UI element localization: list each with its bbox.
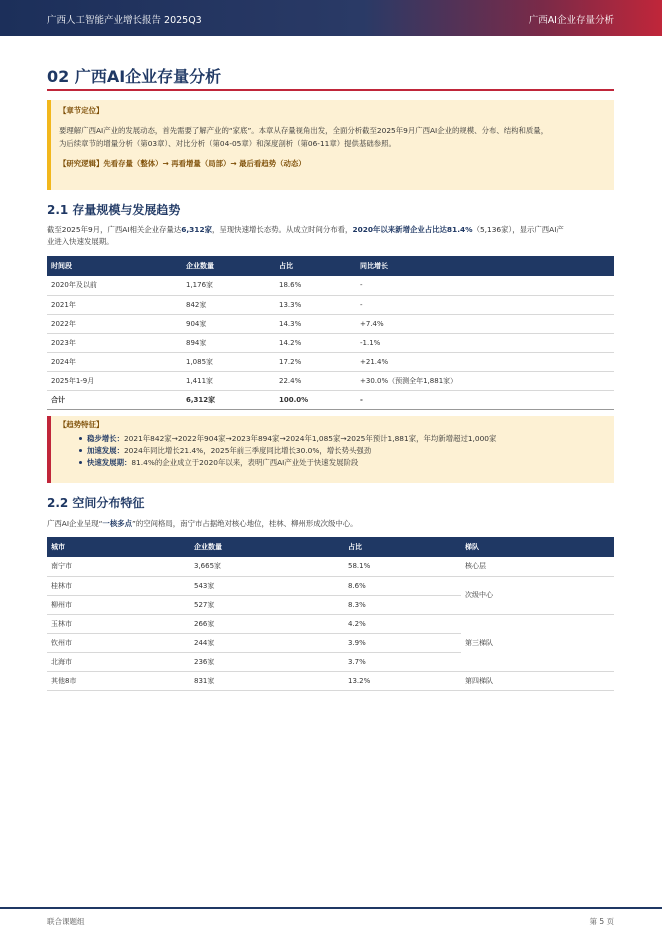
tier-cell: 第三梯队 <box>461 614 614 671</box>
col-header: 城市 <box>47 537 190 557</box>
table-header-row <box>47 256 614 276</box>
table-row: 钦州市 244家 3.9% <box>47 633 614 652</box>
footer-rule <box>0 907 662 909</box>
table-row: 2021年 842家 13.3% - <box>47 295 614 314</box>
page-number: 第 5 页 <box>589 917 614 926</box>
col-header: 同比增长 <box>356 256 614 276</box>
trend-tag: 【趋势特征】 <box>59 420 104 429</box>
footer-author: 联合课题组 <box>47 917 85 926</box>
list-item: 加速发展：2024年同比增长21.4%，2025年前三季度同比增长30.0%，增长势头强劲 <box>87 444 496 456</box>
table-row: 桂林市 543家 8.6% 次级中心 <box>47 576 614 595</box>
report-header-bar <box>0 0 662 36</box>
table-row: 2023年 894家 14.2% -1.1% <box>47 333 614 352</box>
tier-cell: 核心层 <box>461 557 614 576</box>
col-header: 时间段 <box>47 256 182 276</box>
section-heading-scale: 2.1 存量规模与发展趋势 <box>47 203 181 217</box>
report-title: 广西人工智能产业增长报告 2025Q3 <box>47 15 202 26</box>
table-row: 2022年 904家 14.3% +7.4% <box>47 314 614 333</box>
trend-list <box>87 432 496 468</box>
table-row: 2025年1-9月 1,411家 22.4% +30.0%（预测全年1,881家） <box>47 371 614 390</box>
title-underline <box>47 89 614 91</box>
table-row: 南宁市 3,665家 58.1% 核心层 <box>47 557 614 576</box>
chapter-title: 02 广西AI企业存量分析 <box>47 67 222 86</box>
table-row: 柳州市 527家 8.3% <box>47 595 614 614</box>
table-row: 2020年及以前 1,176家 18.6% - <box>47 276 614 295</box>
logic-tag: 【研究逻辑】 <box>59 159 104 168</box>
col-header: 梯队 <box>461 537 614 557</box>
table-total-row: 合计 6,312家 100.0% - <box>47 390 614 409</box>
tier-cell: 次级中心 <box>461 576 614 614</box>
logic-text: 先看存量（整体）→ 再看增量（局部）→ 最后看趋势（动态） <box>103 159 306 168</box>
table-row: 其他8市 831家 13.2% 第四梯队 <box>47 671 614 690</box>
table-row: 玉林市 266家 4.2% 第三梯队 <box>47 614 614 633</box>
col-header: 占比 <box>275 256 356 276</box>
col-header: 占比 <box>344 537 461 557</box>
table-header-row <box>47 537 614 557</box>
chapter-body-line1: 要理解广西AI产业的发展动态，首先需要了解产业的“家底”。本章从存量视角出发，全面分析截至2025年9月广西AI企业的规模、分布、结构和质量， <box>59 126 549 135</box>
col-header: 企业数量 <box>182 256 275 276</box>
col-header: 企业数量 <box>190 537 344 557</box>
chapter-body-line2: 为后续章节的增量分析（第03章）、对比分析（第04-05章）和深度剖析（第06-11章）提供基础参照。 <box>59 139 396 148</box>
list-item: 快速发展期：81.4%的企业成立于2020年以来，表明广西AI产业处于快速发展阶段 <box>87 456 496 468</box>
chapter-positioning-box <box>47 100 614 190</box>
table-row: 北海市 236家 3.7% <box>47 652 614 671</box>
city-distribution-table <box>47 537 614 691</box>
table-row: 2024年 1,085家 17.2% +21.4% <box>47 352 614 371</box>
trend-features-box <box>47 416 614 483</box>
chapter-name: 广西AI企业存量分析 <box>528 15 614 26</box>
tier-cell: 第四梯队 <box>461 671 614 690</box>
section1-paragraph: 截至2025年9月，广西AI相关企业存量达6,312家，呈现快速增长态势。从成立时间分布看，2020年以来新增企业占比达81.4%（5,136家），显示广西AI产 业进入快速发展期。 <box>47 225 564 246</box>
scale-trend-table <box>47 256 614 410</box>
section-heading-spatial: 2.2 空间分布特征 <box>47 496 145 510</box>
list-item: 稳步增长：2021年842家→2022年904家→2023年894家→2024年1,085家→2025年预计1,881家，年均新增超过1,000家 <box>87 434 497 443</box>
chapter-tag: 【章节定位】 <box>59 106 104 115</box>
section2-paragraph: 广西AI企业呈现“一核多点”的空间格局，南宁市占据绝对核心地位，桂林、柳州形成次级中心。 <box>47 519 358 528</box>
